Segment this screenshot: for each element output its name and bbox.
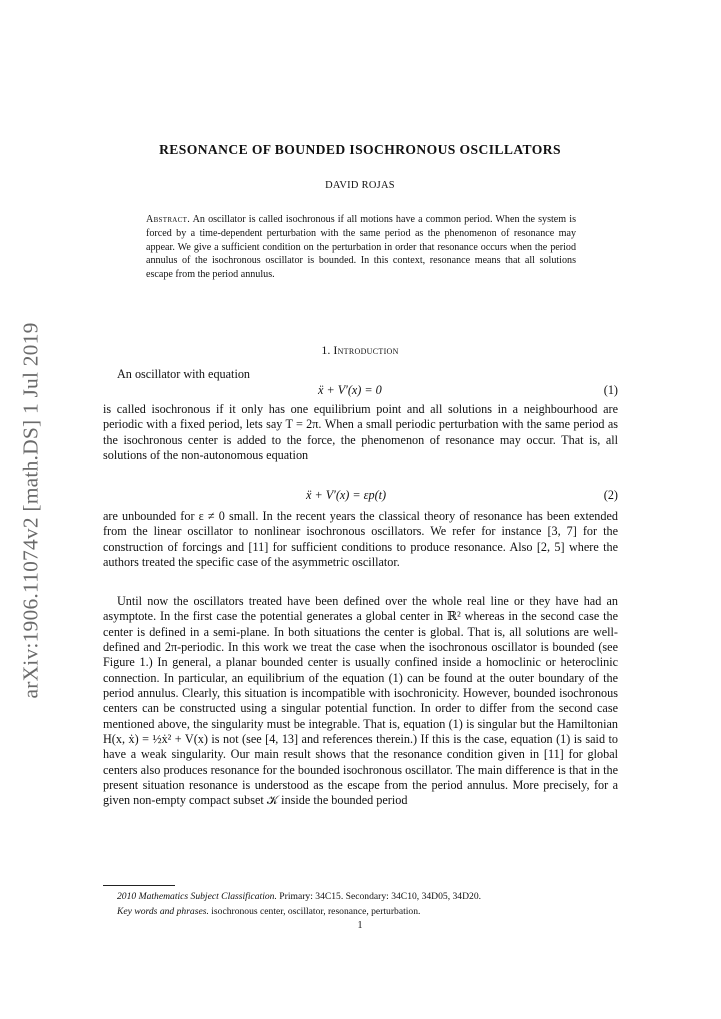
footnote-rule: [103, 885, 175, 886]
section-title: Introduction: [333, 343, 399, 357]
footnote-msc-label: 2010 Mathematics Subject Classification.: [117, 891, 277, 902]
intro-paragraph-2-text: are unbounded for ε ≠ 0 small. In the recent years the classical theory of resonance has been extended from the linear oscillator to nonlinear isochronous oscillators. We refer for instance [3, 7] for the construction of forcings and [11] for sufficient conditions to produce resonance. Also [2, 5] where the authors treated the specific case of the asymmetric oscillator.: [103, 509, 618, 570]
arxiv-identifier-stamp: [6, 320, 56, 700]
arxiv-identifier-text: arXiv:1906.11074v2 [math.DS] 1 Jul 2019: [18, 321, 43, 699]
abstract-text: An oscillator is called isochronous if all motions have a common period. When the system is forced by a time-dependent perturbation with the same period as the phenomenon of resonance may appear. We give a sufficient condition on the perturbation in order that resonance occurs when the period annulus of the isochronous oscillator is bounded. In this context, resonance means that all solutions escape from the period annulus.: [146, 214, 576, 281]
intro-paragraph-1-text: is called isochronous if it only has one equilibrium point and all solutions in a neighbourhood are periodic with a fixed period, lets say T = 2π. When a small periodic perturbation with the same period as the isochronous center is added to the force, the phenomenon of resonance may occur. That is, all solutions of the non-autonomous equation: [103, 402, 618, 463]
intro-lead-text: An oscillator with equation: [117, 367, 251, 381]
equation-1: [318, 383, 382, 398]
intro-paragraph-3: [103, 594, 618, 809]
equation-1-expression: ẍ + V′(x) = 0: [318, 383, 382, 397]
intro-paragraph-2: [103, 509, 618, 570]
footnote-keywords-label: Key words and phrases.: [117, 906, 209, 917]
equation-2-number: (2): [603, 488, 618, 502]
intro-lead: [117, 367, 517, 382]
section-heading: [100, 343, 620, 358]
intro-paragraph-3-text: Until now the oscillators treated have been defined over the whole real line or they have had an asymptote. In the first case the potential generates a global center in ℝ² whereas in the second case the center is defined in a semi-plane. In both situations the center is global. That is, all solutions are well-defined and 2π-periodic. In this work we treat the case when the isochronous oscillator is bounded (see Figure 1.) In general, a planar bounded center is usually confined inside a homoclinic or heteroclinic connection. In particular, an equilibrium of the equation (1) can be found at the outer boundary of the period annulus. Clearly, this situation is incompatible with isochronicity. However, bounded isochronous centers can be constructed using a singular potential function. In order to differ from the second case mentioned above, the singularity must be integrable. That is, equation (1) is singular but the Hamiltonian H(x, ẋ) = ½ẋ² + V(x) is not (see [4, 13] and references therein.) If this is the case, equation (1) is said to have a weak singularity. Our main result shows that the resonance condition given in [11] for global centers also produces resonance for the bounded isochronous oscillator. The main difference is that in the present situation resonance is understood as the escape from the period annulus. More precisely, for a given non-empty compact subset 𝒦 inside the bounded period: [103, 594, 618, 808]
page-number: 1: [357, 920, 363, 931]
footnote-msc-text: Primary: 34C15. Secondary: 34C10, 34D05, 34D20.: [279, 891, 482, 902]
section-number: 1.: [321, 343, 331, 357]
equation-2-expression: ẍ + V′(x) = εp(t): [306, 488, 387, 502]
footnote-keywords-text: isochronous center, oscillator, resonance, perturbation.: [211, 906, 421, 917]
equation-1-number: (1): [603, 383, 618, 397]
abstract-label: Abstract.: [146, 214, 191, 225]
abstract: [146, 213, 576, 282]
footnote-msc: [117, 890, 617, 903]
paper-title: RESONANCE OF BOUNDED ISOCHRONOUS OSCILLATORS: [159, 142, 561, 157]
paper-author: DAVID ROJAS: [325, 180, 395, 191]
footnote-keywords: [117, 905, 617, 918]
intro-paragraph-1: [103, 402, 618, 463]
equation-2: [306, 488, 386, 503]
